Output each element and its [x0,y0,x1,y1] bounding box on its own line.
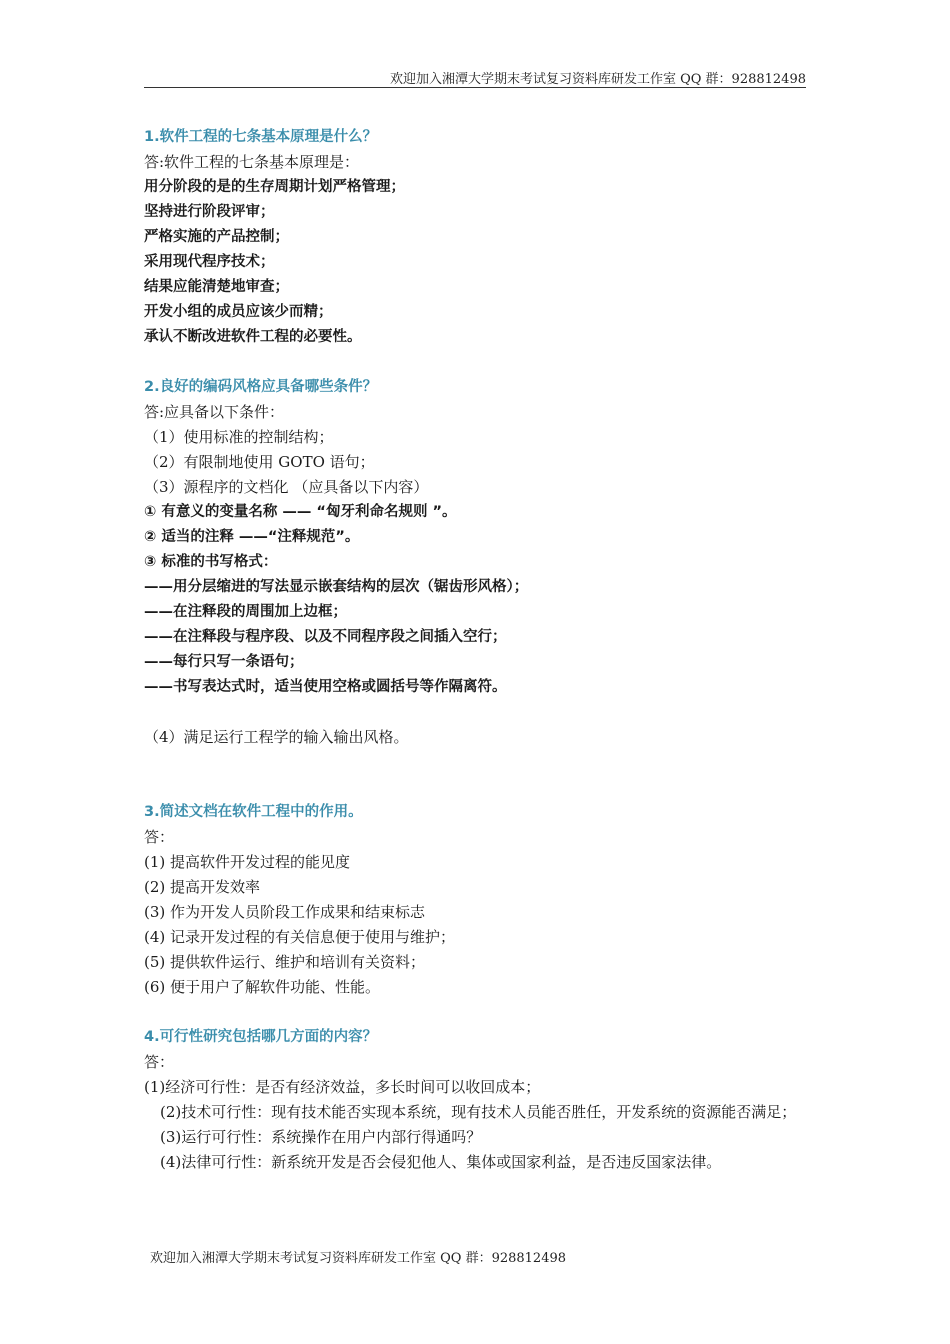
question-1-title: 1.软件工程的七条基本原理是什么？ [144,129,378,145]
list-item: (5) 提供软件运行、维护和培训有关资料； [144,953,426,971]
list-item: 严格实施的产品控制； [144,229,289,245]
list-item: 承认不断改进软件工程的必要性。 [144,329,362,345]
list-item: 开发小组的成员应该少而精； [144,304,333,320]
sub-item: ——用分层缩进的写法显示嵌套结构的层次（锯齿形风格）； [144,579,529,595]
page-header: 欢迎加入湘潭大学期末考试复习资料库研发工作室 QQ 群：928812498 [389,72,806,87]
list-item: (1)经济可行性：是否有经济效益，多长时间可以收回成本； [144,1078,541,1096]
list-item: (3)运行可行性：系统操作在用户内部行得通吗？ [160,1128,482,1146]
list-item: （4）满足运行工程学的输入输出风格。 [144,728,409,746]
list-item: 采用现代程序技术； [144,254,275,270]
list-item: (2)技术可行性：现有技术能否实现本系统，现有技术人员能否胜任，开发系统的资源能否满足； [160,1103,797,1121]
sub-item: ——每行只写一条语句； [144,654,304,670]
list-item: (4) 记录开发过程的有关信息便于使用与维护； [144,928,456,946]
list-item: （3）源程序的文档化 （应具备以下内容） [144,478,429,496]
question-1-answer: 答:软件工程的七条基本原理是： [144,153,360,171]
sub-item: ——书写表达式时，适当使用空格或圆括号等作隔离符。 [144,679,507,695]
sub-item: ③ 标准的书写格式： [144,554,278,570]
list-item: (1) 提高软件开发过程的能见度 [144,853,351,871]
list-item: 结果应能清楚地审查； [144,279,289,295]
question-4-answer: 答： [144,1053,175,1071]
sub-item: ② 适当的注释 ——“注释规范”。 [144,529,360,545]
question-2-answer: 答:应具备以下条件： [144,403,285,421]
page-footer: 欢迎加入湘潭大学期末考试复习资料库研发工作室 QQ 群：928812498 [150,1251,567,1266]
sub-item: ——在注释段与程序段、以及不同程序段之间插入空行； [144,629,507,645]
question-3-title: 3.简述文档在软件工程中的作用。 [144,804,363,820]
sub-item: ① 有意义的变量名称 —— “匈牙利命名规则 ”。 [144,504,457,520]
list-item: （2）有限制地使用 GOTO 语句； [144,453,375,471]
list-item: 用分阶段的是的生存周期计划严格管理； [144,179,405,195]
question-2-title: 2.良好的编码风格应具备哪些条件？ [144,379,378,395]
list-item: (3) 作为开发人员阶段工作成果和结束标志 [144,903,426,921]
document-body [144,125,806,1175]
question-4-title: 4.可行性研究包括哪几方面的内容？ [144,1029,378,1045]
list-item: （1）使用标准的控制结构； [144,428,334,446]
question-3-answer: 答： [144,828,175,846]
list-item: (4)法律可行性：新系统开发是否会侵犯他人、集体或国家利益，是否违反国家法律。 [160,1153,722,1171]
list-item: (2) 提高开发效率 [144,878,261,896]
header-divider [144,87,806,88]
sub-item: ——在注释段的周围加上边框； [144,604,347,620]
list-item: (6) 便于用户了解软件功能、性能。 [144,978,381,996]
list-item: 坚持进行阶段评审； [144,204,275,220]
